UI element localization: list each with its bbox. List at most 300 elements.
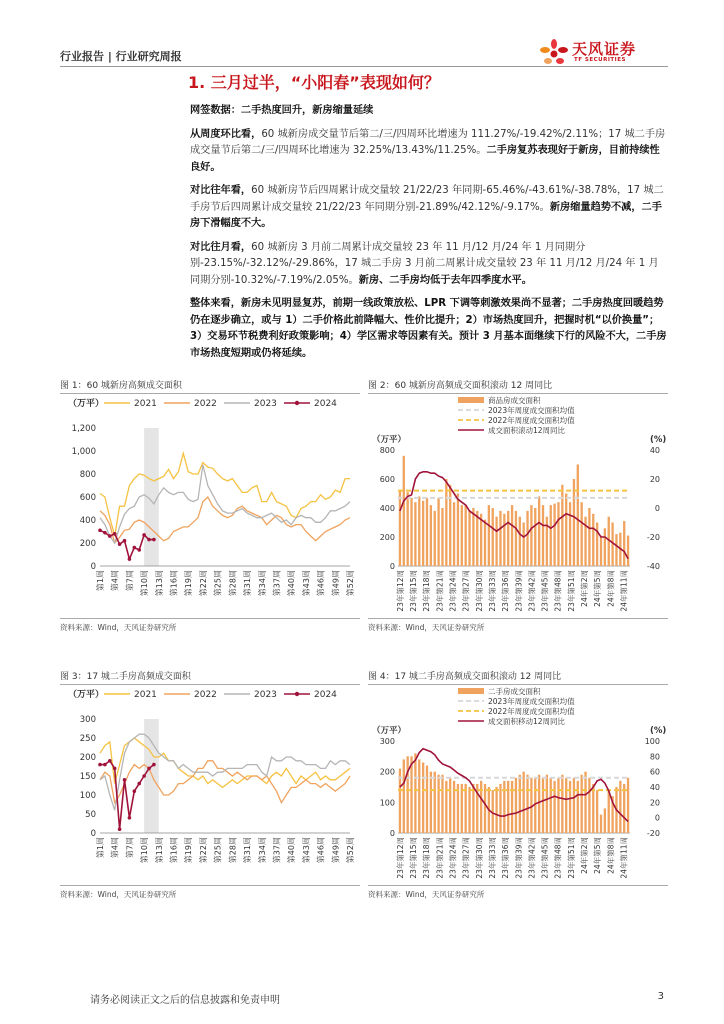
bar: [627, 778, 629, 833]
bar: [573, 479, 575, 566]
bar: [503, 514, 505, 566]
x-tick-label: 第37周: [272, 837, 282, 864]
bar: [507, 511, 509, 566]
y-tick-label: 250: [79, 734, 96, 744]
y-axis-right-unit: (%): [650, 726, 667, 736]
x-tick-label: 第7周: [125, 570, 135, 592]
paragraph-0-text: 网签数据：二手热度回升，新房缩量延续: [190, 105, 374, 116]
x-tick-label: 23年第42周: [527, 837, 537, 879]
bar: [511, 781, 513, 833]
bar: [437, 498, 439, 566]
y-tick-label: 200: [379, 533, 395, 542]
x-tick-label: 第37周: [272, 570, 282, 597]
x-tick-label: 23年第24周: [448, 570, 458, 612]
bar: [619, 781, 621, 833]
series-2024-point: [152, 763, 156, 767]
bar: [553, 781, 555, 833]
bar: [461, 784, 463, 833]
x-tick-label: 24年第11周: [619, 837, 629, 879]
x-tick-label: 23年第39周: [514, 837, 524, 879]
bar: [542, 778, 544, 833]
bar: [499, 511, 501, 566]
legend-label: 2022: [194, 690, 217, 700]
bar: [430, 772, 432, 833]
x-tick-label: 24年第2周: [579, 570, 589, 607]
brand-name: 天风证券: [572, 40, 637, 58]
disclaimer: 请务必阅读正文之后的信息披露和免责申明: [90, 995, 280, 1006]
legend-label: 2023: [254, 690, 277, 700]
figure-1-caption: 图 1：60 城新房高频成交面积: [60, 381, 182, 391]
series-2024-point: [128, 557, 132, 561]
bar: [476, 511, 478, 566]
bar: [414, 502, 416, 566]
series-2024-point: [123, 778, 127, 782]
figure-3-frame: [60, 684, 360, 886]
x-tick-label: 第19周: [184, 570, 194, 597]
series-2024-point: [128, 816, 132, 820]
x-tick-label: 23年第21周: [435, 837, 445, 879]
bar: [523, 523, 525, 567]
series-2024-point: [152, 538, 156, 542]
bar: [557, 778, 559, 833]
y-tick-label: 50: [85, 810, 96, 820]
series-2024-point: [113, 532, 117, 536]
y-tick-label: 300: [379, 737, 395, 746]
bar: [468, 787, 470, 833]
bar: [407, 492, 409, 566]
x-tick-label: 第13周: [154, 837, 164, 864]
x-tick-label: 24年第8周: [606, 570, 616, 607]
legend-label: 2023: [254, 399, 277, 409]
header-divider: [60, 66, 668, 67]
bar: [410, 756, 412, 833]
bar: [515, 778, 517, 833]
series-2024-point: [147, 538, 151, 542]
brand-sub: TF SECURITIES: [574, 57, 626, 63]
bar: [530, 505, 532, 566]
bar: [565, 778, 567, 833]
bar: [403, 456, 405, 566]
x-tick-label: 23年第48周: [553, 837, 563, 879]
figure-1-source: 资料来源：Wind，天风证券研究所: [60, 623, 177, 632]
brand-flower-icon: [538, 36, 570, 66]
bar: [526, 511, 528, 566]
bar: [511, 505, 513, 566]
figure-3-source: 资料来源：Wind，天风证券研究所: [60, 890, 177, 899]
y-tick-label: 0: [90, 829, 96, 839]
paragraph-3: [190, 240, 668, 290]
x-tick-label: 24年第2周: [579, 837, 589, 874]
paragraph-3-tail: 新房、二手房均低于去年四季度水平。: [358, 274, 532, 286]
series-2024-point: [103, 763, 107, 767]
x-tick-label: 23年第27周: [461, 570, 471, 612]
legend-label: 商品房成交面积: [488, 396, 541, 405]
paragraph-2-lead: 对比往年看，: [190, 185, 252, 196]
legend-label: 2023年周度成交面积均值: [488, 697, 575, 706]
x-tick-label: 24年第8周: [606, 837, 616, 874]
bar: [588, 508, 590, 566]
series-2024-point: [98, 763, 102, 767]
series-2024-point: [98, 529, 102, 533]
y-axis-unit: （万平）: [372, 435, 407, 445]
x-tick-label: 第31周: [243, 570, 253, 597]
y-right-tick-label: 0: [654, 813, 660, 823]
x-tick-label: 第1周: [96, 570, 105, 592]
x-tick-label: 第43周: [301, 570, 311, 597]
series-2023-line: [100, 734, 350, 810]
bar: [403, 759, 405, 833]
y-axis-unit: （万平）: [68, 399, 105, 409]
bar: [600, 815, 602, 833]
bar: [410, 498, 412, 566]
bar: [484, 784, 486, 833]
bar: [445, 479, 447, 566]
bar: [453, 781, 455, 833]
y-tick-label: 0: [90, 562, 96, 572]
bar: [495, 517, 497, 566]
bar: [569, 781, 571, 833]
bar: [596, 790, 598, 833]
figure-3-caption: 图 3：17 城二手房高频成交面积: [60, 672, 191, 682]
y-tick-label: 600: [379, 475, 395, 484]
bar: [615, 534, 617, 566]
bar: [592, 514, 594, 566]
paragraph-3-text: 60 城新房 3 月前二周累计成交量较 23 年 11 月/12 月/24 年 1 月同期分别-23.15%/-32.12%/-29.86%，17 城二手房 3 月前二周累计成交量较 23 年 11 月/12 月/24 年 1 月同期分别-10.32%/-7.19%/2.05%。: [190, 241, 659, 286]
bar: [453, 502, 455, 566]
figure-4-caption: 图 4：17 城二手房高频成交面积滚动 12 周同比: [368, 672, 562, 682]
bar: [550, 778, 552, 833]
x-tick-label: 第22周: [198, 570, 208, 597]
legend-label: 2022年周度成交面积均值: [488, 707, 575, 716]
x-tick-label: 23年第12周: [395, 837, 405, 879]
bar: [495, 787, 497, 833]
y-right-tick-label: 20: [649, 475, 660, 484]
x-tick-label: 第1周: [96, 837, 105, 859]
y-tick-label: 800: [79, 470, 96, 480]
bar: [623, 784, 625, 833]
bar: [426, 498, 428, 566]
legend-label: 2021: [134, 399, 157, 409]
bar: [588, 778, 590, 833]
x-tick-label: 第46周: [316, 837, 326, 864]
x-tick-label: 23年第45周: [540, 570, 550, 612]
bar: [484, 520, 486, 566]
legend-label: 二手房成交面积: [488, 687, 541, 696]
x-tick-label: 23年第30周: [474, 570, 484, 612]
bar: [503, 781, 505, 833]
bar: [515, 511, 517, 566]
x-tick-label: 23年第15周: [409, 570, 419, 612]
bar: [561, 775, 563, 833]
legend-label: 2022: [194, 399, 217, 409]
bar: [441, 775, 443, 833]
x-tick-label: 第43周: [301, 837, 311, 864]
legend-marker: [295, 401, 299, 405]
y-tick-label: 200: [79, 539, 96, 549]
bar: [465, 505, 467, 566]
bar: [472, 508, 474, 566]
section-title: 1. 三月过半，“小阳春”表现如何？: [188, 73, 440, 92]
bar: [538, 775, 540, 833]
x-tick-label: 第7周: [125, 837, 135, 859]
x-tick-label: 23年第18周: [422, 570, 432, 612]
series-2024-point: [142, 774, 146, 778]
y-right-tick-label: 80: [649, 752, 660, 762]
figure-1-chart: [60, 394, 360, 614]
x-tick-label: 第13周: [154, 570, 164, 597]
bar: [573, 778, 575, 833]
y-right-tick-label: 40: [649, 783, 660, 792]
legend-label: 2023年周度成交面积均值: [488, 406, 575, 415]
y-tick-label: 1,000: [71, 447, 96, 457]
bar: [553, 504, 555, 566]
bar: [534, 508, 536, 566]
series-2022-line: [100, 761, 350, 803]
x-tick-label: 第40周: [287, 570, 297, 597]
legend-label: 2022年周度成交面积均值: [488, 416, 575, 425]
x-tick-label: 第49周: [331, 837, 341, 864]
paragraph-1: [190, 127, 668, 177]
bar: [519, 517, 521, 566]
legend-marker: [295, 692, 299, 696]
x-tick-label: 第16周: [169, 570, 179, 597]
x-tick-label: 23年第33周: [487, 837, 497, 879]
x-tick-label: 23年第12周: [395, 570, 405, 612]
x-tick-label: 23年第51周: [566, 837, 576, 879]
x-tick-label: 第31周: [243, 837, 253, 864]
bar: [592, 784, 594, 833]
legend-label: 成交面积移动12周同比: [488, 717, 566, 726]
y-tick-label: 100: [79, 791, 96, 801]
figure-2-frame: [368, 393, 668, 619]
y-tick-label: 0: [389, 829, 395, 838]
series-2024-point: [142, 533, 146, 537]
brand-logo: [538, 36, 668, 66]
paragraph-1-lead: 从周度环比看，: [190, 128, 262, 140]
series-2024-point: [118, 827, 122, 831]
bar: [526, 775, 528, 833]
bar: [581, 502, 583, 566]
legend-swatch: [458, 688, 484, 694]
x-tick-label: 第52周: [346, 837, 355, 864]
y-tick-label: 100: [379, 798, 395, 808]
series-2023-line: [100, 465, 350, 543]
figure-2-caption: 图 2：60 城新房高频成交面积滚动 12 周同比: [368, 381, 553, 391]
y-right-tick-label: 40: [649, 446, 660, 455]
bar: [465, 784, 467, 833]
legend-label: 2024: [314, 690, 337, 700]
y-tick-label: 150: [79, 772, 96, 782]
bar: [608, 790, 610, 833]
bar: [434, 772, 436, 833]
x-tick-label: 第25周: [213, 837, 223, 864]
x-tick-label: 23年第24周: [448, 837, 458, 879]
bar: [569, 502, 571, 566]
paragraph-3-lead: 对比往月看，: [190, 241, 252, 253]
x-tick-label: 23年第45周: [540, 837, 550, 879]
paragraph-4: [190, 296, 668, 362]
x-tick-label: 23年第18周: [422, 837, 432, 879]
series-2021-line: [100, 453, 350, 536]
x-tick-label: 第4周: [110, 570, 120, 592]
y-tick-label: 600: [79, 493, 96, 503]
bar: [557, 502, 559, 566]
x-tick-label: 23年第27周: [461, 837, 471, 879]
x-tick-label: 第49周: [331, 570, 341, 597]
bar: [538, 496, 540, 566]
bar: [550, 505, 552, 566]
x-tick-label: 24年第11周: [619, 570, 629, 612]
report-body: [190, 103, 668, 369]
bar: [577, 781, 579, 833]
series-2024-point: [123, 539, 127, 543]
bar: [437, 775, 439, 833]
x-tick-label: 第46周: [316, 570, 326, 597]
bar: [488, 505, 490, 566]
figure-2-chart: [368, 394, 668, 614]
figure-4-chart: [368, 685, 668, 881]
figure-4-source: 资料来源：Wind，天风证券研究所: [368, 890, 485, 899]
x-tick-label: 23年第42周: [527, 570, 537, 612]
y-tick-label: 400: [79, 516, 96, 526]
x-tick-label: 第19周: [184, 837, 194, 864]
x-tick-label: 23年第48周: [553, 570, 563, 612]
paragraph-2: [190, 183, 668, 233]
y-tick-label: 200: [79, 753, 96, 763]
bar: [546, 775, 548, 833]
bar: [507, 781, 509, 833]
x-tick-label: 第52周: [346, 570, 355, 597]
y-tick-label: 800: [379, 446, 395, 455]
bar: [422, 762, 424, 833]
bar: [430, 505, 432, 566]
bar: [418, 496, 420, 566]
figure-1: [60, 379, 360, 633]
series-2024-point: [137, 548, 141, 552]
figure-2-source: 资料来源：Wind，天风证券研究所: [368, 623, 485, 632]
bar: [584, 772, 586, 833]
y-tick-label: 0: [389, 562, 395, 571]
bar: [546, 517, 548, 566]
y-right-tick-label: -20: [646, 533, 660, 542]
x-tick-label: 23年第21周: [435, 570, 445, 612]
bar: [604, 808, 606, 833]
x-tick-label: 24年第5周: [593, 570, 603, 607]
series-2024-point: [108, 759, 112, 763]
x-tick-label: 第40周: [287, 837, 297, 864]
paragraph-1-tail: 二手房复苏表现好于新房，目前持续性良好。: [190, 145, 660, 173]
y-tick-label: 300: [79, 715, 96, 725]
series-2024-point: [137, 782, 141, 786]
report-type: 行业报告 | 行业研究周报: [60, 50, 182, 63]
figure-2: [368, 379, 668, 633]
legend-label: 2024: [314, 399, 337, 409]
x-tick-label: 23年第36周: [501, 570, 511, 612]
bar: [445, 781, 447, 833]
bar: [457, 784, 459, 833]
x-tick-label: 23年第36周: [501, 837, 511, 879]
y-right-tick-label: 60: [649, 767, 660, 777]
x-tick-label: 第28周: [228, 837, 238, 864]
bar: [407, 756, 409, 833]
paragraph-2-tail: 新房缩量趋势不减，二手房下滑幅度不大。: [190, 201, 662, 229]
series-2024-point: [133, 789, 137, 793]
bar: [449, 778, 451, 833]
bar: [461, 505, 463, 566]
series-2024-point: [113, 767, 117, 771]
x-tick-label: 第16周: [169, 837, 179, 864]
page-number: 3: [657, 991, 664, 1002]
bar: [523, 772, 525, 833]
y-axis-unit: （万平）: [372, 726, 407, 736]
x-tick-label: 第25周: [213, 570, 223, 597]
series-2024-point: [108, 534, 112, 538]
bar: [627, 536, 629, 566]
bar: [480, 781, 482, 833]
bar: [472, 784, 474, 833]
x-tick-label: 23年第15周: [409, 837, 419, 879]
legend-label: 2021: [134, 690, 157, 700]
bar: [600, 536, 602, 566]
y-tick-label: 200: [379, 767, 395, 777]
series-2024-point: [147, 767, 151, 771]
bar: [581, 775, 583, 833]
x-tick-label: 24年第5周: [593, 837, 603, 874]
y-tick-label: 400: [379, 504, 395, 513]
bar: [480, 514, 482, 566]
legend-label: 成交面积滚动12周同比: [488, 426, 566, 435]
x-tick-label: 23年第33周: [487, 570, 497, 612]
figure-3-chart: [60, 685, 360, 881]
bar: [418, 759, 420, 833]
bar: [499, 784, 501, 833]
legend-swatch: [458, 397, 484, 403]
series-2024-point: [118, 542, 122, 546]
series-2021-line: [100, 738, 350, 787]
x-tick-label: 第34周: [257, 837, 267, 864]
y-axis-right-unit: (%): [650, 435, 667, 445]
bar: [492, 508, 494, 566]
y-right-tick-label: -20: [646, 829, 660, 838]
x-tick-label: 第22周: [198, 837, 208, 864]
y-right-tick-label: 0: [654, 504, 660, 513]
bar: [434, 511, 436, 566]
bar: [542, 505, 544, 566]
y-tick-label: 1,200: [71, 424, 96, 434]
bar: [399, 491, 401, 566]
bar: [565, 494, 567, 567]
series-2024-point: [133, 546, 137, 550]
x-tick-label: 23年第39周: [514, 570, 524, 612]
bar: [441, 508, 443, 566]
y-axis-unit: （万平）: [68, 690, 105, 700]
paragraph-4-text: 整体来看，新房未见明显复苏，前期一线政策放松、LPR 下调等刺激效果尚不显著；二手房热度回暖趋势仍在逐步确立，或与 1）二手价格此前降幅大、性价比提升；2）市场热度回升，把握时机“以价换量”；3）交易环节税费利好政策影响；4）学区需求等因素有关。预计 3 月基本面继续下行的风险不大，二手房市场热度短期或仍将延续。: [190, 298, 667, 359]
paragraph-0: [190, 103, 668, 120]
x-tick-label: 第28周: [228, 570, 238, 597]
x-tick-label: 第10周: [140, 837, 150, 864]
bar: [414, 753, 416, 833]
bar: [426, 766, 428, 833]
figure-1-frame: [60, 393, 360, 619]
figure-3: [60, 670, 360, 900]
y-right-tick-label: 20: [649, 798, 660, 808]
bar: [519, 775, 521, 833]
bar: [468, 511, 470, 566]
x-tick-label: 第34周: [257, 570, 267, 597]
bar: [604, 528, 606, 566]
figure-4-frame: [368, 684, 668, 886]
bar: [422, 501, 424, 566]
